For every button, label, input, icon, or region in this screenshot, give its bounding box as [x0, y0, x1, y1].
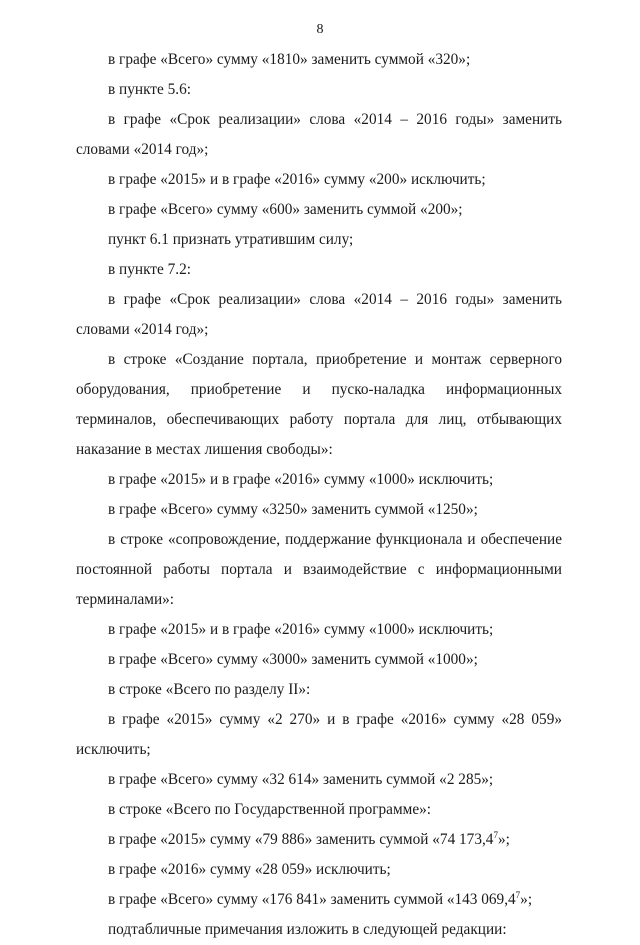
- paragraph-text: »;: [497, 831, 510, 848]
- paragraph: в пункте 5.6:: [108, 81, 191, 98]
- paragraph: в строке «Создание портала, приобретение и монтаж серверного оборудования, приобретение и пуско-наладка информационных терминалов, обеспечивающих работу портала для лиц, отбывающих наказание в местах лишения свободы»:: [76, 351, 562, 458]
- paragraph: в строке «Всего по Государственной программе»:: [108, 801, 432, 818]
- paragraph-text: в графе «2015» сумму «79 886» заменить суммой «74 173,4: [108, 831, 494, 848]
- footnote-marker: 7: [515, 890, 521, 900]
- page-number: 8: [316, 22, 324, 37]
- paragraph: в графе «Всего» сумму «32 614» заменить суммой «2 285»;: [108, 771, 494, 788]
- paragraph: в графе «2015» и в графе «2016» сумму «1000» исключить;: [108, 471, 494, 488]
- paragraph: в строке «Всего по разделу II»:: [108, 681, 311, 698]
- paragraph: в пункте 7.2:: [108, 261, 191, 278]
- paragraph: в графе «2015» и в графе «2016» сумму «200» исключить;: [108, 171, 486, 188]
- paragraph: в графе «Всего» сумму «1810» заменить суммой «320»;: [108, 51, 471, 68]
- paragraph: подтабличные примечания изложить в следующей редакции:: [108, 921, 507, 938]
- paragraph: в графе «2015» и в графе «2016» сумму «1000» исключить;: [108, 621, 494, 638]
- document-body: [76, 45, 562, 945]
- footnote-marker: 7: [493, 830, 498, 840]
- paragraph: пункт 6.1 признать утратившим силу;: [108, 231, 354, 248]
- paragraph-text: в графе «Всего» сумму «176 841» заменить суммой «143 069,4: [108, 891, 516, 908]
- paragraph: в графе «Срок реализации» слова «2014 – 2016 годы» заменить словами «2014 год»;: [76, 291, 562, 338]
- paragraph: [76, 885, 562, 915]
- paragraph: в графе «Срок реализации» слова «2014 – 2016 годы» заменить словами «2014 год»;: [76, 111, 562, 158]
- paragraph: в строке «сопровождение, поддержание функционала и обеспечение постоянной работы портала и взаимодействие с информационными терминалами»:: [76, 531, 562, 608]
- paragraph: в графе «Всего» сумму «3000» заменить суммой «1000»;: [108, 651, 478, 668]
- paragraph: в графе «2015» сумму «2 270» и в графе «2016» сумму «28 059» исключить;: [76, 711, 562, 758]
- paragraph: в графе «Всего» сумму «600» заменить суммой «200»;: [108, 201, 463, 218]
- paragraph-text: »;: [520, 891, 533, 908]
- paragraph: в графе «Всего» сумму «3250» заменить суммой «1250»;: [108, 501, 478, 518]
- paragraph: в графе «2016» сумму «28 059» исключить;: [108, 861, 391, 878]
- paragraph: [76, 825, 562, 855]
